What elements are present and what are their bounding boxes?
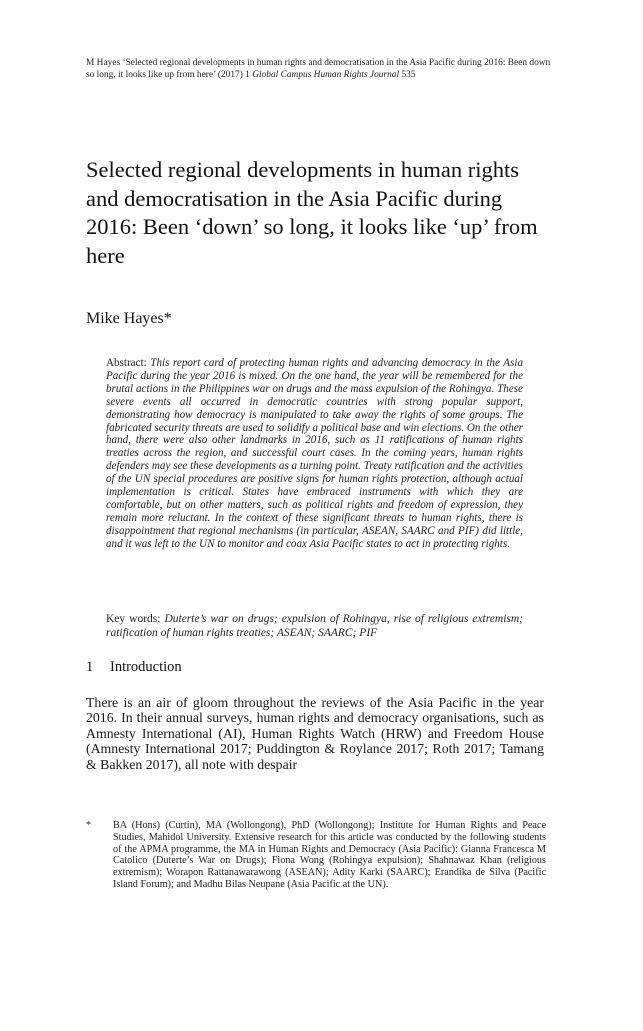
section-number: 1	[86, 659, 94, 675]
body-paragraph: There is an air of gloom throughout the reviews of the Asia Pacific in the year 2016. In their annual surveys, human rights and democracy organisations, such as Amnesty International (AI), Human Rights Watch (HRW) and Freedom House (Amnesty International 2017; Puddington & Roylance 2017; Roth 2017; Tamang & Bakken 2017), all note with despair	[86, 695, 544, 772]
article-author: Mike Hayes*	[86, 310, 172, 327]
keywords-text: Duterte’s war on drugs; expulsion of Rohingya, rise of religious extremism; ratification of human rights treaties; ASEAN; SAARC; PIF	[106, 613, 524, 639]
abstract-text: This report card of protecting human rights and advancing democracy in the Asia Pacific during the year 2016 is mixed. On the one hand, the year will be remembered for the brutal actions in the Philippines war on drugs and the mass expulsion of the Rohingya. These severe events all occurred in democratic countries with strong popular support, demonstrating how democracy is manipulated to take away the rights of some groups. The fabricated security threats are used to solidify a political base and win elections. On the other hand, there were also other landmarks in 2016, such as 11 ratifications of human rights treaties across the region, and successful court cases. In the coming years, human rights defenders may see these developments as a turning point. Treaty ratification and the activities of the UN special procedures are positive signs for human rights protection, although actual implementation is critical. States have embraced instruments with which they are comfortable, but on other matters, such as political rights and freedom of expression, they remain more reluctant. In the context of these significant threats to human rights, there is disappointment that regional mechanisms (in particular, ASEAN, SAARC and PIF) did little, and it was left to the UN to monitor and coax Asia Pacific states to act in protecting rights.	[106, 357, 523, 550]
header-citation: M Hayes ‘Selected regional developments in human rights and democratisation in the Asia Pacific during 2016: Been down so long, it looks like up from here’ (2017) 1	[86, 58, 551, 80]
article-title: Selected regional developments in human rights and democratisation in the Asia Pacific during 2016: Been ‘down’ so long, it looks like ‘up’ from here	[86, 157, 538, 268]
keywords	[106, 612, 523, 640]
footnote-text: BA (Hons) (Curtin), MA (Wollongong), PhD (Wollongong); Institute for Human Rights and Peace Studies, Mahidol University. Extensive research for this article was conducted by the following students of the APMA programme, the MA in Human Rights and Democracy (Asia Pacific): Gianna Francesca M Catolico (Duterte’s War on Drugs); Fiona Wong (Rohingya expulsion); Shahnawaz Khan (religious extremism); Worapon Rattanawarawong (ASEAN); Adity Karki (SAARC); Erandika de Silva (Pacific Island Forum); and Madhu Bilas Neupane (Asia Pacific at the UN).	[113, 820, 546, 890]
footnote	[86, 820, 546, 891]
header-journal: Global Campus Human Rights Journal	[252, 70, 400, 80]
section-title: Introduction	[110, 659, 182, 675]
abstract-label: Abstract:	[106, 357, 151, 369]
keywords-label: Key words:	[106, 613, 165, 625]
running-header	[86, 57, 556, 81]
section-heading	[86, 658, 182, 676]
abstract	[106, 357, 523, 551]
footnote-marker: *	[86, 820, 92, 831]
header-page-number: 535	[399, 70, 416, 80]
